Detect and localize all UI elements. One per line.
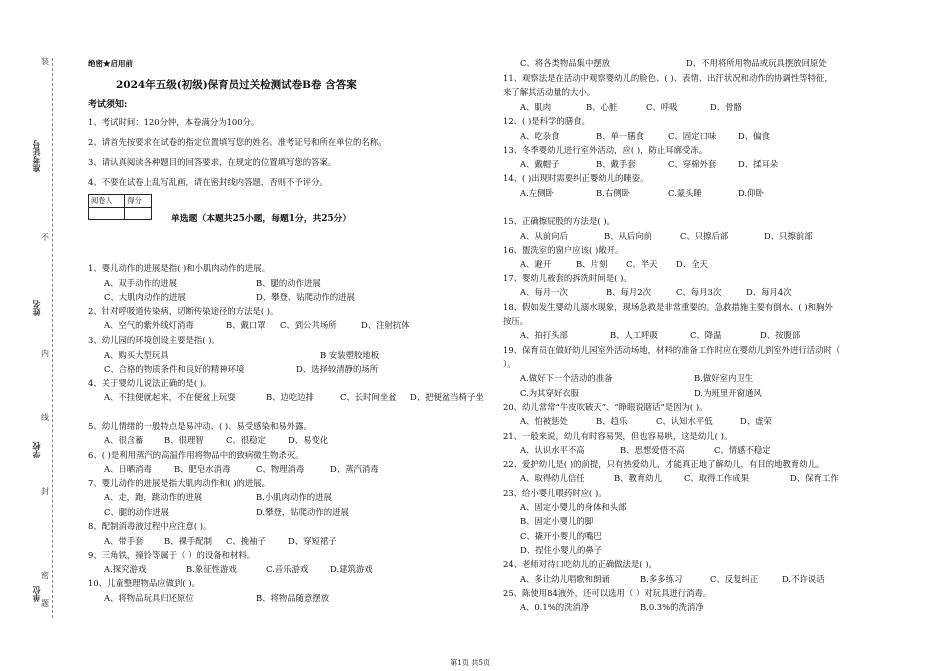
- option: B、心脏: [586, 102, 618, 112]
- option: D.攀登，钻爬动作的进展: [256, 507, 349, 517]
- option: B、片刻: [576, 259, 608, 269]
- option: B、单一膳食: [596, 131, 645, 141]
- exam-number-label: 准考证号: [31, 140, 41, 172]
- option: A.左侧卧: [520, 188, 554, 198]
- option: D、蒸汽消毒: [330, 464, 379, 474]
- option: C、合格的物质条件和良好的精神环境: [104, 364, 245, 374]
- question-text: 14、( )出现时需要纠正婴幼儿的睡姿。: [503, 173, 649, 183]
- option: C、大肌肉动作的进展: [104, 292, 186, 302]
- option: A、怕被惩处: [520, 416, 568, 426]
- option: A、固定小婴儿的身体和头部: [520, 502, 627, 512]
- option: B.小肌肉动作的进展: [256, 492, 332, 502]
- question-text: 1、婴儿动作的进展是指( )和小肌肉动作的进展。: [88, 263, 271, 273]
- option: A、戴帽子: [520, 159, 560, 169]
- option: B、趋乐: [596, 416, 628, 426]
- notice-item: 1、考试时间：120分钟，本卷满分为100分。: [88, 117, 260, 127]
- option: A、很含蓄: [104, 435, 144, 445]
- option: A、将物品玩具归还原位: [104, 593, 194, 603]
- option: D、易变化: [288, 435, 329, 445]
- question-text: 25、陈使用84液外，还可以选用（ ）对玩具进行消毒。: [503, 588, 712, 598]
- score-table: [88, 194, 152, 220]
- page-footer: 第1页 共5页: [450, 658, 491, 667]
- option: B、人工呼吸: [610, 330, 659, 340]
- school-label: 学校: [31, 442, 41, 458]
- option: A、双手动作的进展: [104, 278, 178, 288]
- binding-mark: 不: [41, 233, 49, 242]
- question-text: 18、假如发生婴幼儿溺水现象，现场急救是非常重要的。急救措施主要有倒水、( )和胸外: [503, 302, 833, 312]
- option: C、挽袖子: [226, 536, 266, 546]
- binding-mark: 线: [41, 413, 49, 422]
- option: C、将各类物品集中摆放: [520, 58, 611, 68]
- option: B.多多练习: [640, 574, 683, 584]
- option: C、反复纠正: [710, 574, 759, 584]
- question-text: 21、一般来说，幼儿有时容易哭，但也容易哄，这是幼儿( )。: [503, 431, 733, 441]
- option: D.仰卧: [738, 188, 764, 198]
- option: D、不用将所用物品或玩具摆放回原处: [686, 58, 827, 68]
- option: B、肥皂水消毒: [174, 464, 231, 474]
- question-text: 16、盥洗室的窗户应该( )敞开。: [503, 245, 624, 255]
- option: C.蒙头睡: [668, 188, 702, 198]
- question-text: 5、幼儿情绪的一般特点是易冲动、( )、易受感染和易外露。: [88, 421, 312, 431]
- question-text-cont: 按压。: [503, 316, 529, 326]
- page-title: 2024年五级(初级)保育员过关检测试卷B卷 含答案: [116, 79, 357, 91]
- option: A、认识水平不高: [520, 445, 585, 455]
- option: C.音乐游戏: [266, 564, 309, 574]
- option: C、认知水平低: [656, 416, 713, 426]
- option: A、0.1%的洗消净: [520, 602, 590, 612]
- option: A、肌肉: [520, 102, 552, 112]
- question-text: 23、给小婴儿喂药时应( )。: [503, 488, 607, 498]
- option: A、购买大型玩具: [104, 350, 169, 360]
- option: C、撬开小婴儿的嘴巴: [520, 531, 602, 541]
- option: A、日晒消毒: [104, 464, 152, 474]
- option: C、只擦后部: [680, 231, 729, 241]
- option: D、把便盆当椅子坐: [410, 392, 484, 402]
- binding-mark: 封: [41, 487, 49, 496]
- option: A、带手套: [104, 536, 144, 546]
- option: C、取得工作成果: [684, 473, 750, 483]
- option: D、攀登、钻爬动作的进展: [256, 292, 355, 302]
- question-text: 19、保育员在做好幼儿园室外活动场地，材料的准备工作时应在婴幼儿到室外进行活动时（: [503, 345, 841, 355]
- option: D、只擦前部: [764, 231, 813, 241]
- option: D、虚荣: [740, 416, 772, 426]
- option: C、情感不稳定: [714, 445, 771, 455]
- question-text-cont: ）。: [503, 359, 516, 369]
- question-text: 7、婴儿动作的进展是指大肌肉动作和( )的进展。: [88, 478, 271, 488]
- option: C、半天: [626, 259, 658, 269]
- option: B.做好室内卫生: [694, 373, 754, 383]
- option: D、选择较清静的场所: [296, 364, 379, 374]
- option: A、取得幼儿信任: [520, 473, 585, 483]
- option: B、从后向前: [604, 231, 653, 241]
- binding-mark: 题: [41, 599, 49, 608]
- question-text: 9、三角铁，撞铃等属于（ ）的设备和材料。: [88, 550, 256, 560]
- secret-mark: 绝密★启用前: [88, 59, 133, 68]
- option: C、呼吸: [646, 102, 678, 112]
- option: B、将物品随意摆放: [256, 593, 330, 603]
- option: B、固定小婴儿的脚: [520, 516, 594, 526]
- question-text: 22、爱护幼儿是( )的前提，只有热爱幼儿，才能真正地了解幼儿，有目的地教育幼儿。: [503, 459, 825, 469]
- grader-cell: 阅卷人: [89, 195, 125, 208]
- option: D、揉耳朵: [738, 159, 779, 169]
- option: D.建筑游戏: [330, 564, 373, 574]
- option: B、边吃边排: [266, 392, 315, 402]
- option: B、戴手套: [596, 159, 636, 169]
- option: B、很理智: [164, 435, 204, 445]
- binding-mark: 密: [41, 571, 49, 580]
- notice-title: 考试须知:: [88, 100, 128, 110]
- option: C、长时间坐盆: [340, 392, 397, 402]
- option: B、腿的动作进展: [256, 278, 321, 288]
- option: B、戴口罩: [226, 320, 266, 330]
- option: D、每月4次: [746, 287, 792, 297]
- score-cell: 得分: [125, 195, 152, 208]
- question-text: 12、( )是科学的膳食。: [503, 116, 590, 126]
- option: B.0.3%的洗消净: [640, 602, 704, 612]
- binding-mark: 装: [41, 57, 49, 66]
- option: D.为班里开窗通风: [694, 388, 762, 398]
- binding-line: [52, 58, 53, 618]
- option: D、穿短裙子: [288, 536, 337, 546]
- option: D、捏住小婴儿的鼻子: [520, 545, 603, 555]
- option: A、从前向后: [520, 231, 568, 241]
- binding-mark: 内: [41, 349, 49, 358]
- option: D、注射抗体: [361, 320, 410, 330]
- notice-item: 3、请认真阅读各种题目的回答要求，在规定的位置填写您的答案。: [88, 157, 337, 167]
- question-text: 4、关于婴幼儿说法正确的是( )。: [88, 378, 212, 388]
- option: A.做好下一个活动的准备: [520, 373, 613, 383]
- question-text: 2、针对呼吸道传染病，切断传染途径的方法是( )。: [88, 306, 279, 316]
- question-text: 20、幼儿常常“牛皮吹破天”、“睁眼说瞎话”是因为( )。: [503, 402, 708, 412]
- option: C、固定口味: [668, 131, 717, 141]
- question-text: 10、儿童整理物品应做到( )。: [88, 578, 200, 588]
- option: C、到公共场所: [280, 320, 337, 330]
- question-text: 11、观察法是在活动中观察婴幼儿的脸色、( )、表情、出汗状况和动作的协调性等特征，: [503, 73, 833, 83]
- question-text: 13、冬季婴幼儿进行室外活动，应( )，防止耳廓受冻。: [503, 145, 708, 155]
- option: B.右侧卧: [596, 188, 630, 198]
- option: C、很稳定: [226, 435, 266, 445]
- option: A、每月一次: [520, 287, 568, 297]
- question-text: 8、配制消毒液过程中应注意( )。: [88, 521, 212, 531]
- option: A、走，跑，跳动作的进展: [104, 492, 203, 502]
- option: A、不挂便就起来，不在便盆上玩耍: [104, 392, 236, 402]
- option: A、吃杂食: [520, 131, 560, 141]
- option: D、按腹部: [760, 330, 801, 340]
- option: C.为其穿好衣服: [520, 388, 580, 398]
- option: D、骨骼: [710, 102, 742, 112]
- name-label: 姓名: [31, 300, 41, 316]
- option: C、降温: [690, 330, 722, 340]
- option: D、保育工作: [790, 473, 839, 483]
- option: B、思想爱悟不高: [620, 445, 685, 455]
- section-title: 单选题（本题共25小题，每题1分，共25分）: [171, 214, 352, 224]
- option: C、腿的动作进展: [104, 507, 170, 517]
- option: C、每月3次: [676, 287, 722, 297]
- option: C、穿棉外套: [668, 159, 717, 169]
- option: A、避开: [520, 259, 552, 269]
- unit-label: 单位: [31, 586, 41, 602]
- question-text: 6、( )是利用蒸汽的高温作用将物品中的致病微生物杀灭。: [88, 450, 304, 460]
- question-text: 15、正确擦屁股的方法是( )。: [503, 216, 615, 226]
- option: B、裸手配制: [164, 536, 213, 546]
- question-text: 3、幼儿园的环境创设主要是指( )。: [88, 335, 220, 345]
- option: D、全天: [676, 259, 708, 269]
- question-text-cont: 来了解其活动量的大小。: [503, 87, 596, 97]
- notice-item: 2、请首先按要求在试卷的指定位置填写您的姓名、准考证号和所在单位的名称。: [88, 137, 387, 147]
- option: B、每月2次: [606, 287, 651, 297]
- option: A、拍打头部: [520, 330, 568, 340]
- question-text: 17、婴幼儿被套的拆洗时间是( )。: [503, 273, 632, 283]
- option: D.不许说话: [782, 574, 825, 584]
- option: A、多让幼儿唱歌和朗诵: [520, 574, 610, 584]
- option: C、物理消毒: [256, 464, 305, 474]
- option: B、教育幼儿: [614, 473, 663, 483]
- notice-item: 4、不要在试卷上乱写乱画，请在密封线内答题，否则不予评分。: [88, 177, 328, 187]
- question-text: 24、老师对待口吃幼儿的正确做法是( )。: [503, 559, 657, 569]
- option: A.探究游戏: [104, 564, 147, 574]
- option: A、空气的紫外线灯消毒: [104, 320, 194, 330]
- option: B 安装塑胶地板: [320, 350, 380, 360]
- option: B.象征性游戏: [186, 564, 237, 574]
- option: D、偏食: [738, 131, 770, 141]
